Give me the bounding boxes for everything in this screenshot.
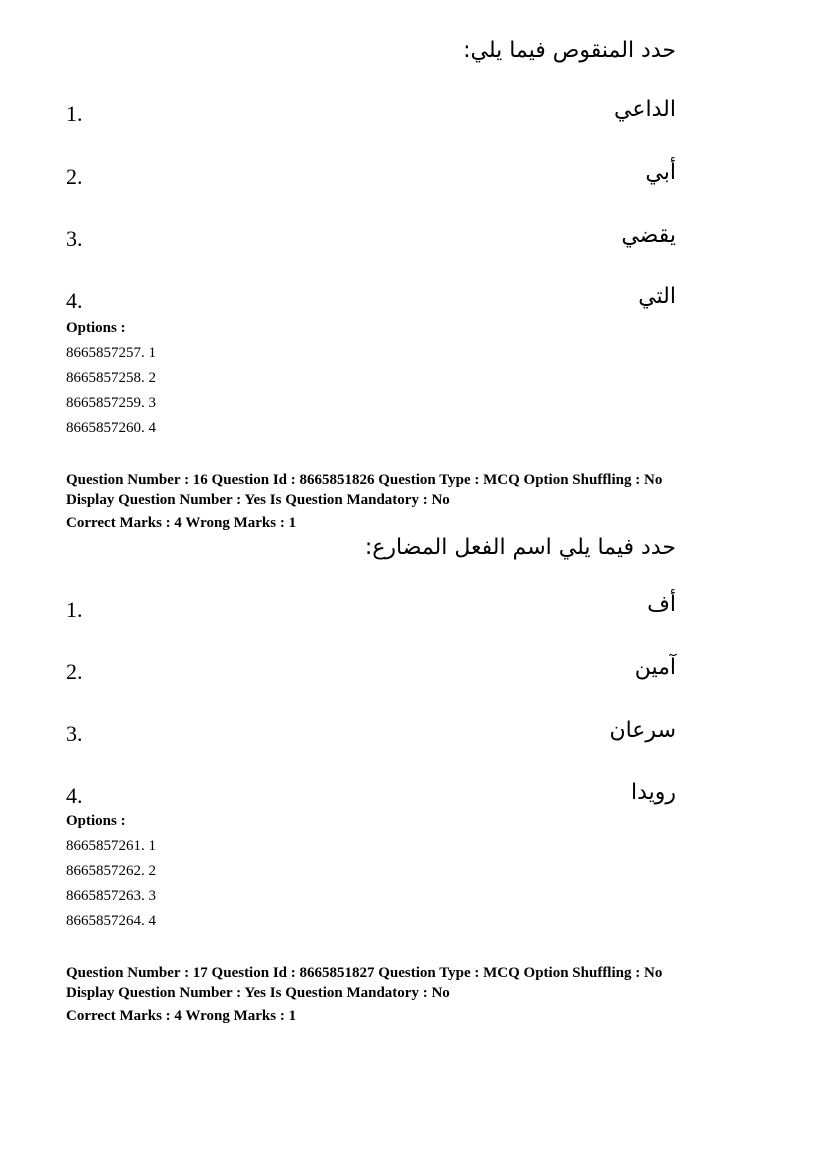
- q17-meta-line: Display Question Number : Yes Is Question Mandatory : No: [66, 985, 450, 1001]
- q15-options-label: Options :: [66, 320, 126, 336]
- q15-item-number: 3.: [66, 226, 83, 251]
- q15-question-text: حدد المنقوص فيما يلي:: [463, 38, 676, 63]
- q15-item-text: يقضي: [621, 223, 676, 248]
- q15-item-text: أبي: [645, 160, 676, 185]
- q15-item-text: الداعي: [614, 97, 676, 122]
- q15-option-id: 8665857257. 1: [66, 345, 156, 361]
- q15-item-text: التي: [638, 284, 676, 309]
- q16-item-text: آمين: [634, 655, 676, 680]
- q16-item-text: سرعان: [609, 718, 676, 743]
- q16-options-label: Options :: [66, 813, 126, 829]
- q16-item-text: رويدا: [630, 780, 676, 805]
- q16-item-number: 3.: [66, 721, 83, 746]
- q16-option-id: 8665857264. 4: [66, 913, 156, 929]
- q15-option-id: 8665857259. 3: [66, 395, 156, 411]
- q16-option-id: 8665857261. 1: [66, 838, 156, 854]
- q16-item-number: 1.: [66, 597, 83, 622]
- q15-item-number: 2.: [66, 164, 83, 189]
- q15-option-id: 8665857260. 4: [66, 420, 156, 436]
- q15-item-number: 1.: [66, 101, 83, 126]
- q17-meta-line: Question Number : 17 Question Id : 8665851827 Question Type : MCQ Option Shuffling : No: [66, 965, 663, 981]
- q15-item-number: 4.: [66, 288, 83, 313]
- q16-question-text: حدد فيما يلي اسم الفعل المضارع:: [364, 535, 676, 560]
- q15-option-id: 8665857258. 2: [66, 370, 156, 386]
- q16-option-id: 8665857262. 2: [66, 863, 156, 879]
- q16-meta-line: Question Number : 16 Question Id : 8665851826 Question Type : MCQ Option Shuffling : No: [66, 472, 663, 488]
- q16-meta-line: Display Question Number : Yes Is Question Mandatory : No: [66, 492, 450, 508]
- q16-marks-line: Correct Marks : 4 Wrong Marks : 1: [66, 515, 297, 531]
- q16-option-id: 8665857263. 3: [66, 888, 156, 904]
- q16-item-text: أف: [647, 592, 676, 617]
- q17-marks-line: Correct Marks : 4 Wrong Marks : 1: [66, 1008, 297, 1024]
- q16-item-number: 2.: [66, 659, 83, 684]
- q16-item-number: 4.: [66, 783, 83, 808]
